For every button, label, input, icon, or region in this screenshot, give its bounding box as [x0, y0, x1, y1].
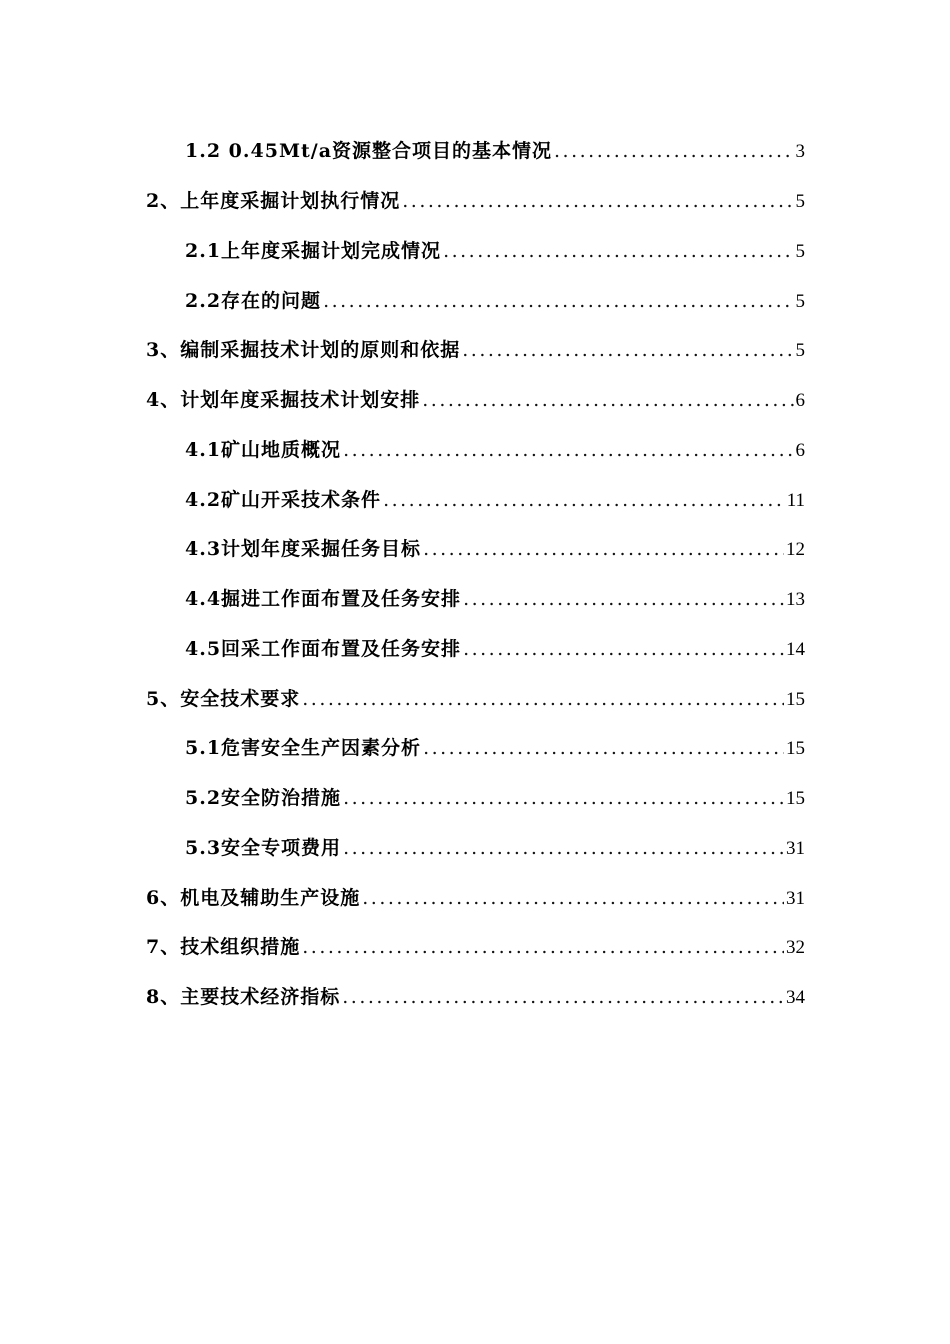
toc-entry-label: 4.5回采工作面布置及任务安排 — [185, 638, 462, 660]
toc-page-number: 13 — [786, 589, 805, 610]
toc-page-number: 31 — [786, 838, 805, 859]
toc-entry-6[interactable] — [146, 883, 805, 913]
toc-entry-label: 2、上年度采掘计划执行情况 — [146, 190, 401, 212]
toc-entry-1-2[interactable] — [185, 136, 805, 166]
toc-entry-5-3[interactable] — [185, 833, 805, 863]
toc-entry-4-5[interactable] — [185, 634, 805, 664]
toc-leader-dots — [343, 783, 784, 813]
toc-leader-dots — [302, 684, 784, 714]
toc-entry-label: 4.3计划年度采掘任务目标 — [185, 538, 422, 560]
toc-entry-label: 2.2存在的问题 — [185, 290, 322, 312]
toc-page-number: 5 — [795, 291, 805, 312]
toc-page-number: 6 — [795, 440, 805, 461]
toc-entry-label: 1.2 0.45Mt/a资源整合项目的基本情况 — [185, 140, 553, 162]
toc-entry-label: 5、安全技术要求 — [146, 688, 301, 710]
toc-entry-7[interactable] — [146, 932, 805, 962]
toc-page-number: 15 — [786, 689, 805, 710]
toc-page-number: 31 — [786, 888, 805, 909]
toc-entry-label: 4.2矿山开采技术条件 — [185, 489, 382, 511]
toc-entry-label: 3、编制采掘技术计划的原则和依据 — [146, 339, 461, 361]
toc-entry-8[interactable] — [146, 982, 805, 1012]
toc-leader-dots — [423, 733, 784, 763]
toc-entry-4-3[interactable] — [185, 534, 805, 564]
toc-page-number: 6 — [795, 390, 805, 411]
toc-page-number: 15 — [786, 788, 805, 809]
toc-leader-dots — [422, 385, 793, 415]
toc-leader-dots — [402, 186, 793, 216]
toc-entry-label: 6、机电及辅助生产设施 — [146, 887, 361, 909]
toc-entry-2-1[interactable] — [185, 236, 805, 266]
toc-entry-label: 4、计划年度采掘技术计划安排 — [146, 389, 421, 411]
toc-leader-dots — [343, 833, 784, 863]
toc-page-number: 14 — [786, 639, 805, 660]
toc-leader-dots — [383, 485, 785, 515]
toc-entry-5-2[interactable] — [185, 783, 805, 813]
toc-entry-label: 8、主要技术经济指标 — [146, 986, 341, 1008]
toc-entry-4-4[interactable] — [185, 584, 805, 614]
toc-leader-dots — [362, 883, 784, 913]
toc-entry-label: 5.3安全专项费用 — [185, 837, 342, 859]
toc-entry-label: 5.2安全防治措施 — [185, 787, 342, 809]
toc-leader-dots — [423, 534, 784, 564]
toc-entry-label: 5.1危害安全生产因素分析 — [185, 737, 422, 759]
toc-entry-4-1[interactable] — [185, 435, 805, 465]
toc-leader-dots — [342, 982, 784, 1012]
toc-entry-5-1[interactable] — [185, 733, 805, 763]
toc-leader-dots — [443, 236, 793, 266]
toc-entry-label: 4.1矿山地质概况 — [185, 439, 342, 461]
toc-entry-3[interactable] — [146, 335, 805, 365]
toc-leader-dots — [554, 136, 793, 166]
toc-leader-dots — [343, 435, 793, 465]
toc-leader-dots — [463, 584, 784, 614]
toc-entry-4-2[interactable] — [185, 485, 805, 515]
toc-entry-label: 4.4掘进工作面布置及任务安排 — [185, 588, 462, 610]
toc-entry-2-2[interactable] — [185, 286, 805, 316]
toc-page-number: 5 — [795, 340, 805, 361]
toc-leader-dots — [302, 932, 784, 962]
toc-page-number: 5 — [795, 241, 805, 262]
toc-entry-label: 7、技术组织措施 — [146, 936, 301, 958]
toc-page-number: 5 — [795, 191, 805, 212]
toc-leader-dots — [463, 634, 784, 664]
toc-page-number: 12 — [786, 539, 805, 560]
toc-page-number: 3 — [795, 141, 805, 162]
toc-leader-dots — [462, 335, 793, 365]
toc-page-number: 15 — [786, 738, 805, 759]
toc-entry-5[interactable] — [146, 684, 805, 714]
toc-leader-dots — [323, 286, 793, 316]
toc-page-number: 11 — [786, 490, 805, 511]
toc-page-number: 32 — [786, 937, 805, 958]
toc-page-number: 34 — [786, 987, 805, 1008]
toc-entry-4[interactable] — [146, 385, 805, 415]
toc-entry-2[interactable] — [146, 186, 805, 216]
toc-entry-label: 2.1上年度采掘计划完成情况 — [185, 240, 442, 262]
